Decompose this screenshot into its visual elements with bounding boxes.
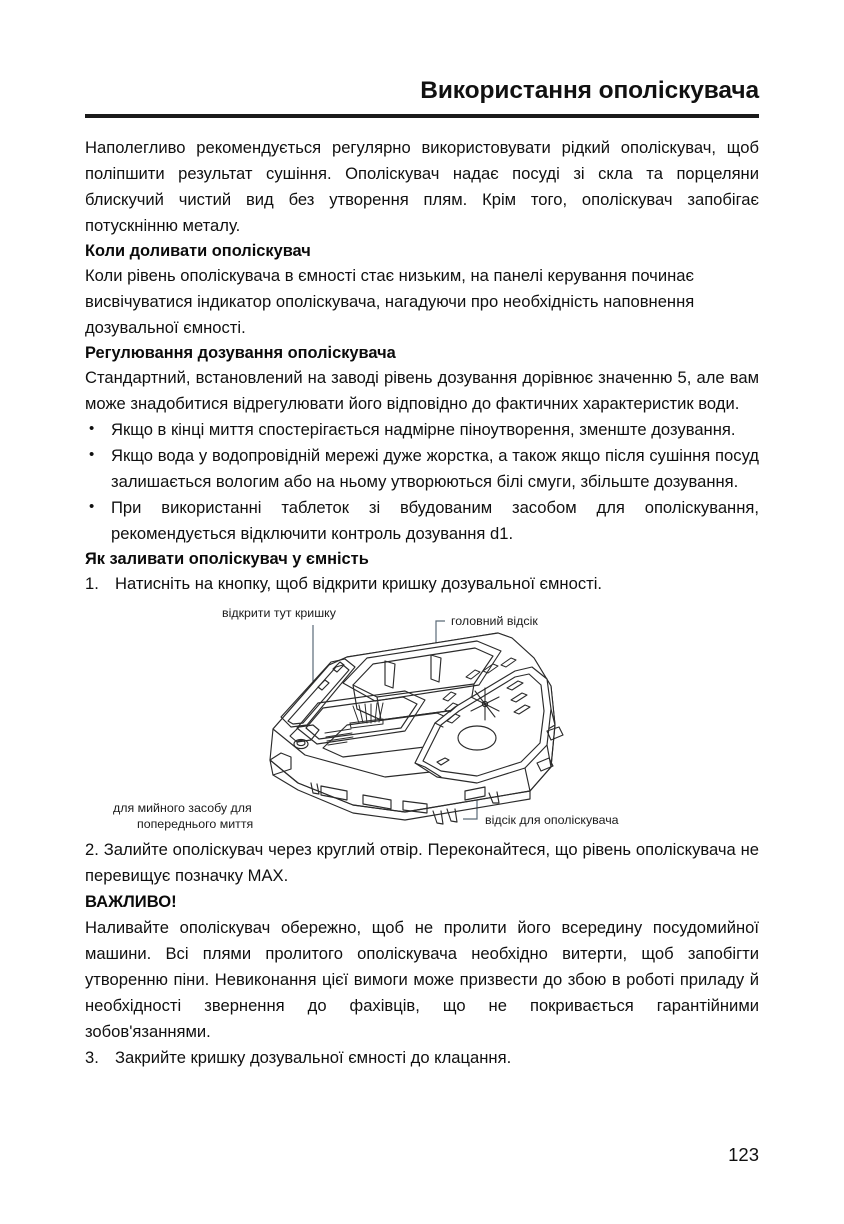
dosage-bullet-list <box>85 417 759 547</box>
step-2: 2. Залийте ополіскувач через круглий отвір. Переконайтеся, що рівень ополіскувача не перевищує позначку MAX. <box>85 839 759 885</box>
paragraph-dosage-adjustment: Стандартний, встановлений на заводі рівень дозування дорівнює значенню 5, але вам може знадобитися відрегулювати його відповідно до фактичних характеристик води. <box>85 367 759 413</box>
heading-dosage-adjustment: Регулювання дозування ополіскувача <box>85 343 396 362</box>
label-rinse-aid-compartment: відсік для ополіскувача <box>485 812 619 827</box>
list-item: • Якщо вода у водопровідній мережі дуже жорстка, а також якщо після сушіння посуд залишається вологим або на ньому утворюються білі смуги, збільште дозування. <box>85 443 759 495</box>
dispenser-diagram-svg <box>85 605 759 837</box>
lower-hook-1 <box>433 811 443 824</box>
lower-hook-2 <box>447 809 457 822</box>
label-prewash-line2: попереднього миття <box>137 816 254 831</box>
header-divider <box>85 114 759 118</box>
intro-paragraph: Наполегливо рекомендується регулярно використовувати рідкий ополіскувач, щоб поліпшити результат сушіння. Ополіскувач надає посуді зі скла та порцеляни блискучий чистий вид без утворення плям. Крім того, ополіскувач запобігає потускнінню металу. <box>85 137 759 235</box>
page-title: Використання ополіскувача <box>420 77 759 104</box>
rinse-aid-dispenser-figure <box>85 605 759 837</box>
step-1-number: 1. <box>85 573 99 593</box>
dispenser-illustration <box>270 633 563 824</box>
important-text: Наливайте ополіскувач обережно, щоб не пролити його всередину посудомийної машини. Всі плями пролитого ополіскувача необхідно витерти, щоб запобігти утворенню піни. Невиконання цієї вимоги може призвести до збою в роботі приладу й необхідності звернення до фахівців, що не покривається гарантійними зобов'язаннями. <box>85 917 759 1041</box>
list-item: • Якщо в кінці миття спостерігається надмірне піноутворення, зменште дозування. <box>85 417 759 443</box>
step-3-number: 3. <box>85 1047 99 1067</box>
important-label: ВАЖЛИВО! <box>85 891 177 911</box>
step-3 <box>85 1045 759 1071</box>
step-3-text: Закрийте кришку дозувальної ємності до клацання. <box>115 1047 512 1067</box>
heading-how-to-fill: Як заливати ополіскувач у ємність <box>85 549 369 568</box>
step-1-text: Натисніть на кнопку, щоб відкрити кришку дозувальної ємності. <box>115 573 603 593</box>
paragraph-when-to-refill: Коли рівень ополіскувача в ємності стає низьким, на панелі керування починає висвічуватися індикатор ополіскувача, нагадуючи про необхідність наповнення дозувальної ємності. <box>85 265 695 337</box>
heading-when-to-refill: Коли доливати ополіскувач <box>85 241 311 260</box>
label-open-lid: відкрити тут кришку <box>222 605 336 620</box>
label-prewash-line1: для мийного засобу для <box>113 800 252 815</box>
page-header <box>85 0 759 118</box>
step-1 <box>85 571 759 597</box>
list-item: • При використанні таблеток зі вбудованим засобом для ополіскування, рекомендується відключити контроль дозування d1. <box>85 495 759 547</box>
page-number: 123 <box>728 1144 759 1165</box>
label-main-compartment: головний відсік <box>451 613 538 628</box>
